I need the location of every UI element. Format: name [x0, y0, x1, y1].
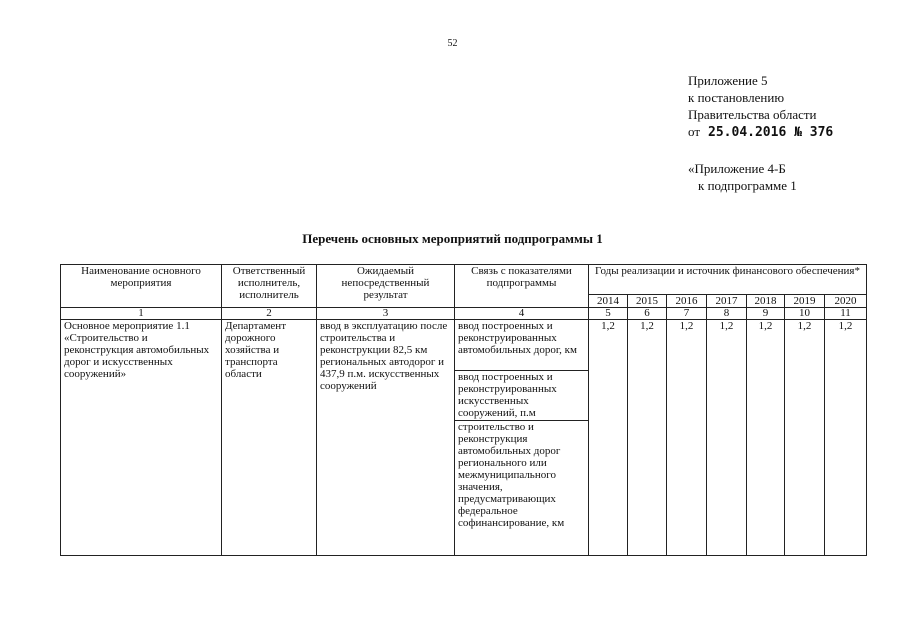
appendix-line-3: Правительства области [688, 107, 817, 122]
appendix-from: от [688, 124, 701, 139]
value-cell: 1,2 [707, 320, 747, 556]
column-number: 2 [222, 308, 317, 320]
indicator-cell: ввод построенных и реконструированных искусственных сооружений, п.м [455, 371, 589, 421]
header-executor: Ответственный исполнитель, исполнитель [222, 265, 317, 308]
value-cell: 1,2 [825, 320, 867, 556]
appendix-2-line-1: «Приложение 4-Б [688, 161, 786, 176]
header-row [61, 265, 867, 295]
column-number: 8 [707, 308, 747, 320]
year-cell: 2017 [707, 295, 747, 308]
year-cell: 2016 [667, 295, 707, 308]
column-number: 11 [825, 308, 867, 320]
appendix-date-line [688, 123, 833, 141]
value-cell: 1,2 [667, 320, 707, 556]
measure-executor-cell: Департамент дорожного хозяйства и транспорта области [222, 320, 317, 556]
column-number: 4 [455, 308, 589, 320]
appendix-2-block [688, 160, 797, 194]
column-number: 6 [628, 308, 667, 320]
header-years-group: Годы реализации и источник финансового обеспечения* [589, 265, 867, 295]
year-cell: 2019 [785, 295, 825, 308]
value-cell: 1,2 [589, 320, 628, 556]
year-cell: 2015 [628, 295, 667, 308]
header-link: Связь с показателями подпрограммы [455, 265, 589, 308]
document-title: Перечень основных мероприятий подпрограммы 1 [302, 231, 603, 246]
table-row [61, 320, 867, 371]
header-result: Ожидаемый непосредственный результат [317, 265, 455, 308]
column-number: 5 [589, 308, 628, 320]
column-number: 10 [785, 308, 825, 320]
appendix-block [688, 72, 833, 141]
indicator-cell: строительство и реконструкция автомобильных дорог регионального или межмуниципального значения, предусматривающих федеральное софинансирование, км [455, 421, 589, 556]
column-number: 1 [61, 308, 222, 320]
appendix-2-line-2: к подпрограмме 1 [698, 178, 797, 193]
year-cell: 2020 [825, 295, 867, 308]
value-cell: 1,2 [785, 320, 825, 556]
appendix-line-1: Приложение 5 [688, 73, 768, 88]
column-numbers-row [61, 308, 867, 320]
date-number-stamp: 25.04.2016 № 376 [708, 125, 834, 140]
header-name: Наименование основного мероприятия [61, 265, 222, 308]
year-cell: 2014 [589, 295, 628, 308]
measure-result-cell: ввод в эксплуатацию после строительства и реконструкции 82,5 км региональных автодорог и 437,9 п.м. искусственных сооружений [317, 320, 455, 556]
measures-table [60, 264, 867, 556]
column-number: 3 [317, 308, 455, 320]
year-cell: 2018 [747, 295, 785, 308]
measure-name-cell: Основное мероприятие 1.1 «Строительство и реконструкция автомобильных дорог и искусственных сооружений» [61, 320, 222, 556]
column-number: 7 [667, 308, 707, 320]
indicator-cell: ввод построенных и реконструированных автомобильных дорог, км [455, 320, 589, 371]
column-number: 9 [747, 308, 785, 320]
page-number: 52 [447, 38, 458, 49]
value-cell: 1,2 [747, 320, 785, 556]
appendix-line-2: к постановлению [688, 90, 785, 105]
value-cell: 1,2 [628, 320, 667, 556]
